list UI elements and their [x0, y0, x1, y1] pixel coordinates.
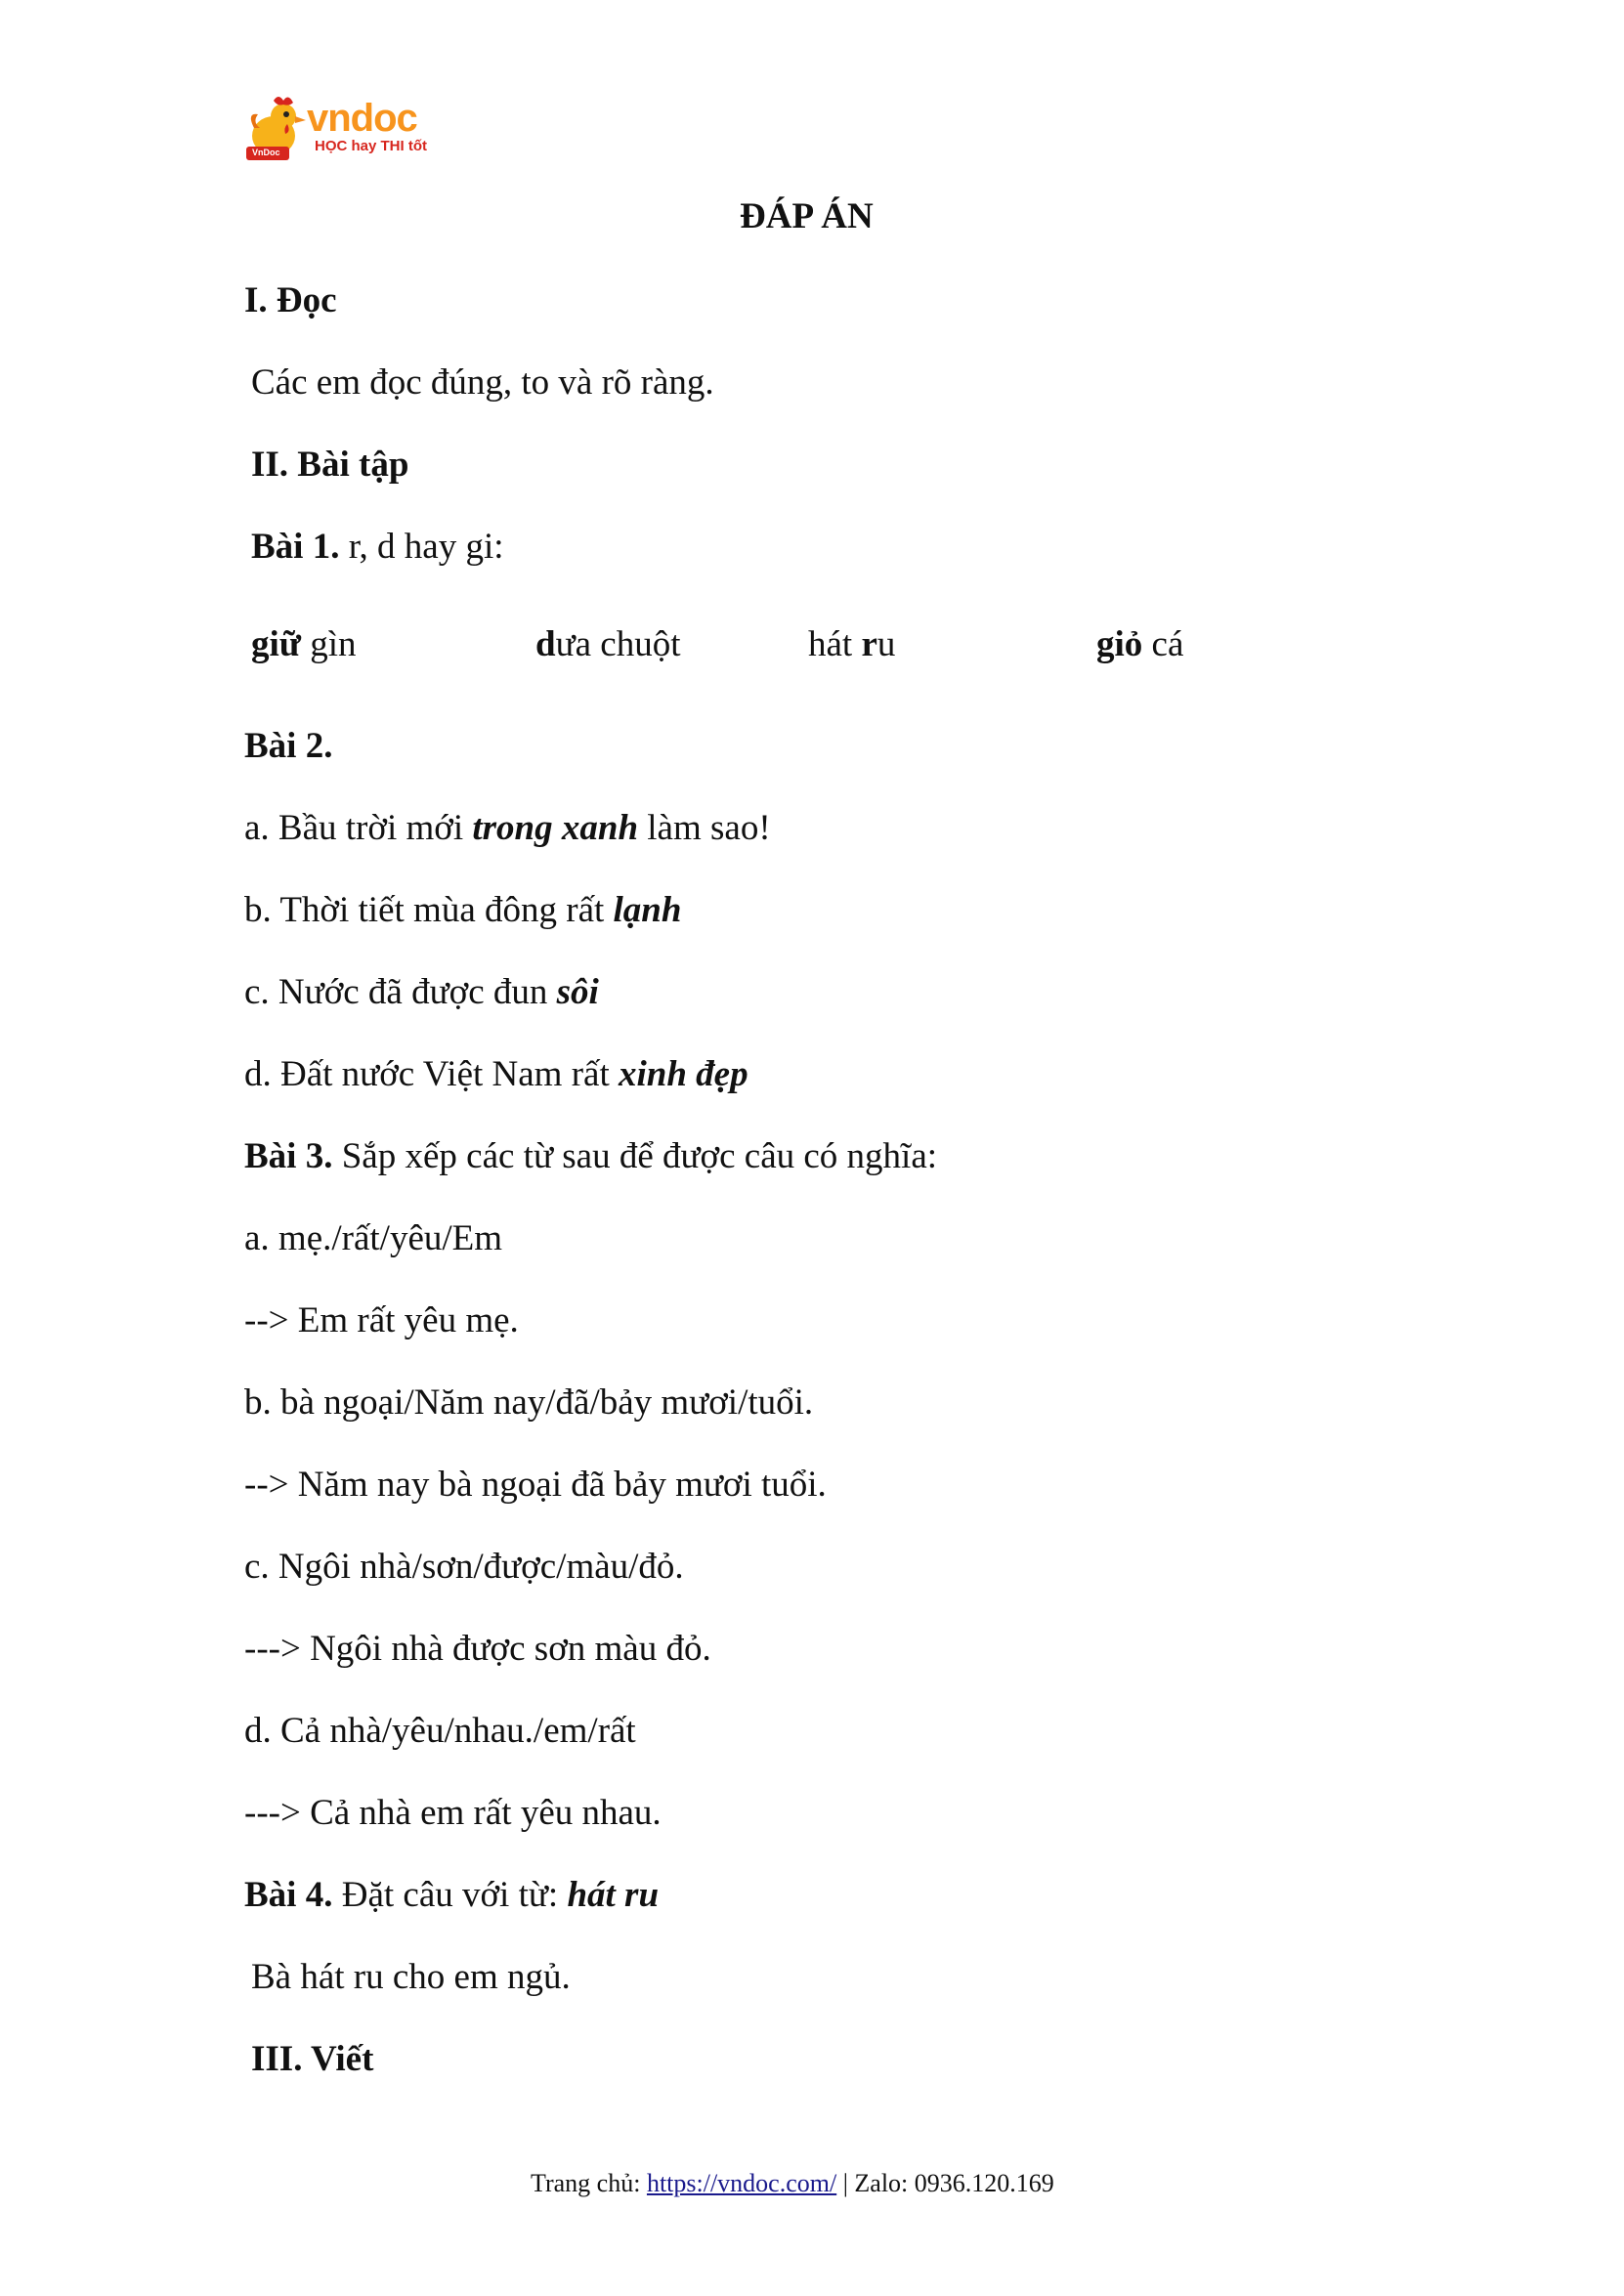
page-title: ĐÁP ÁN: [740, 196, 874, 236]
mascot-tag: VnDoc: [252, 148, 280, 157]
bai3-line-a: a. mẹ./rất/yêu/Em: [244, 1218, 503, 1258]
bai4-label: Bài 4.: [244, 1875, 333, 1915]
section-1-text: Các em đọc đúng, to và rõ ràng.: [251, 362, 714, 403]
bai2-item-b: [244, 889, 681, 932]
bai4-answer: Bà hát ru cho em ngủ.: [251, 1957, 571, 1997]
bai1-word-4-rest: cá: [1142, 624, 1184, 664]
bai2-item-d-answer: xinh đẹp: [618, 1054, 748, 1094]
bai3-answer-c: ---> Ngôi nhà được sơn màu đỏ.: [244, 1629, 711, 1669]
bai2-item-b-answer: lạnh: [613, 890, 682, 930]
bai3-answer-d: ---> Cả nhà em rất yêu nhau.: [244, 1793, 662, 1833]
bai1-word-3: [808, 623, 895, 666]
footer-prefix: Trang chủ:: [531, 2169, 647, 2197]
bai3-line: [244, 1135, 937, 1178]
bai1-word-4: [1096, 623, 1183, 666]
bai2-item-c: [244, 971, 599, 1014]
section-2-heading: II. Bài tập: [251, 445, 409, 485]
bai2-item-d: [244, 1053, 748, 1096]
bai1-word-2-answer: d: [535, 624, 556, 664]
bai1-word-4-answer: giỏ: [1096, 624, 1143, 664]
bai1-word-3-answer: r: [861, 624, 877, 664]
bai1-label: Bài 1.: [251, 527, 340, 567]
bai3-line-b: b. bà ngoại/Năm nay/đã/bảy mươi/tuổi.: [244, 1382, 814, 1423]
vndoc-logo: [244, 93, 454, 167]
bai2-item-a-answer: trong xanh: [472, 808, 639, 848]
bai1-word-1: [251, 623, 357, 666]
bai3-line-c: c. Ngôi nhà/sơn/được/màu/đỏ.: [244, 1547, 684, 1587]
bai2-item-a-pre: a. Bầu trời mới: [244, 808, 473, 848]
logo-brand: vndoc: [307, 97, 417, 140]
logo-slogan: HỌC hay THI tốt: [315, 138, 427, 154]
footer-zalo: | Zalo: 0936.120.169: [836, 2169, 1054, 2197]
bai1-word-2-rest: ưa chuột: [555, 624, 681, 664]
bai2-item-c-answer: sôi: [556, 972, 599, 1012]
bai1-word-3-rest: u: [876, 624, 896, 664]
bai2-item-a-post: làm sao!: [638, 808, 771, 848]
bai2-item-d-pre: d. Đất nước Việt Nam rất: [244, 1054, 619, 1094]
bai1-prompt: r, d hay gi:: [339, 527, 504, 567]
bai1-word-1-rest: gìn: [300, 624, 357, 664]
bai1-line: [251, 526, 504, 569]
section-1-heading: I. Đọc: [244, 280, 337, 320]
bai2-item-c-pre: c. Nước đã được đun: [244, 972, 557, 1012]
bai4-keyword: hát ru: [567, 1875, 660, 1915]
footer-home-link[interactable]: https://vndoc.com/: [646, 2169, 837, 2197]
bai3-answer-b: --> Năm nay bà ngoại đã bảy mươi tuổi.: [244, 1465, 827, 1505]
section-3-heading: III. Viết: [251, 2039, 374, 2079]
bai1-word-3-pre: hát: [808, 624, 862, 664]
bai1-word-2: [535, 623, 681, 666]
bai3-line-d: d. Cả nhà/yêu/nhau./em/rất: [244, 1711, 636, 1751]
bai3-label: Bài 3.: [244, 1136, 333, 1176]
page-footer: [531, 2169, 1054, 2198]
bai4-prompt: Đặt câu với từ:: [332, 1875, 568, 1915]
bai4-line: [244, 1874, 659, 1917]
bai2-label: Bài 2.: [244, 726, 333, 766]
bai3-answer-a: --> Em rất yêu mẹ.: [244, 1300, 519, 1340]
bai3-prompt: Sắp xếp các từ sau để được câu có nghĩa:: [332, 1136, 938, 1176]
bai2-item-b-pre: b. Thời tiết mùa đông rất: [244, 890, 614, 930]
bai1-word-1-answer: giữ: [251, 624, 301, 664]
bai2-item-a: [244, 807, 771, 850]
